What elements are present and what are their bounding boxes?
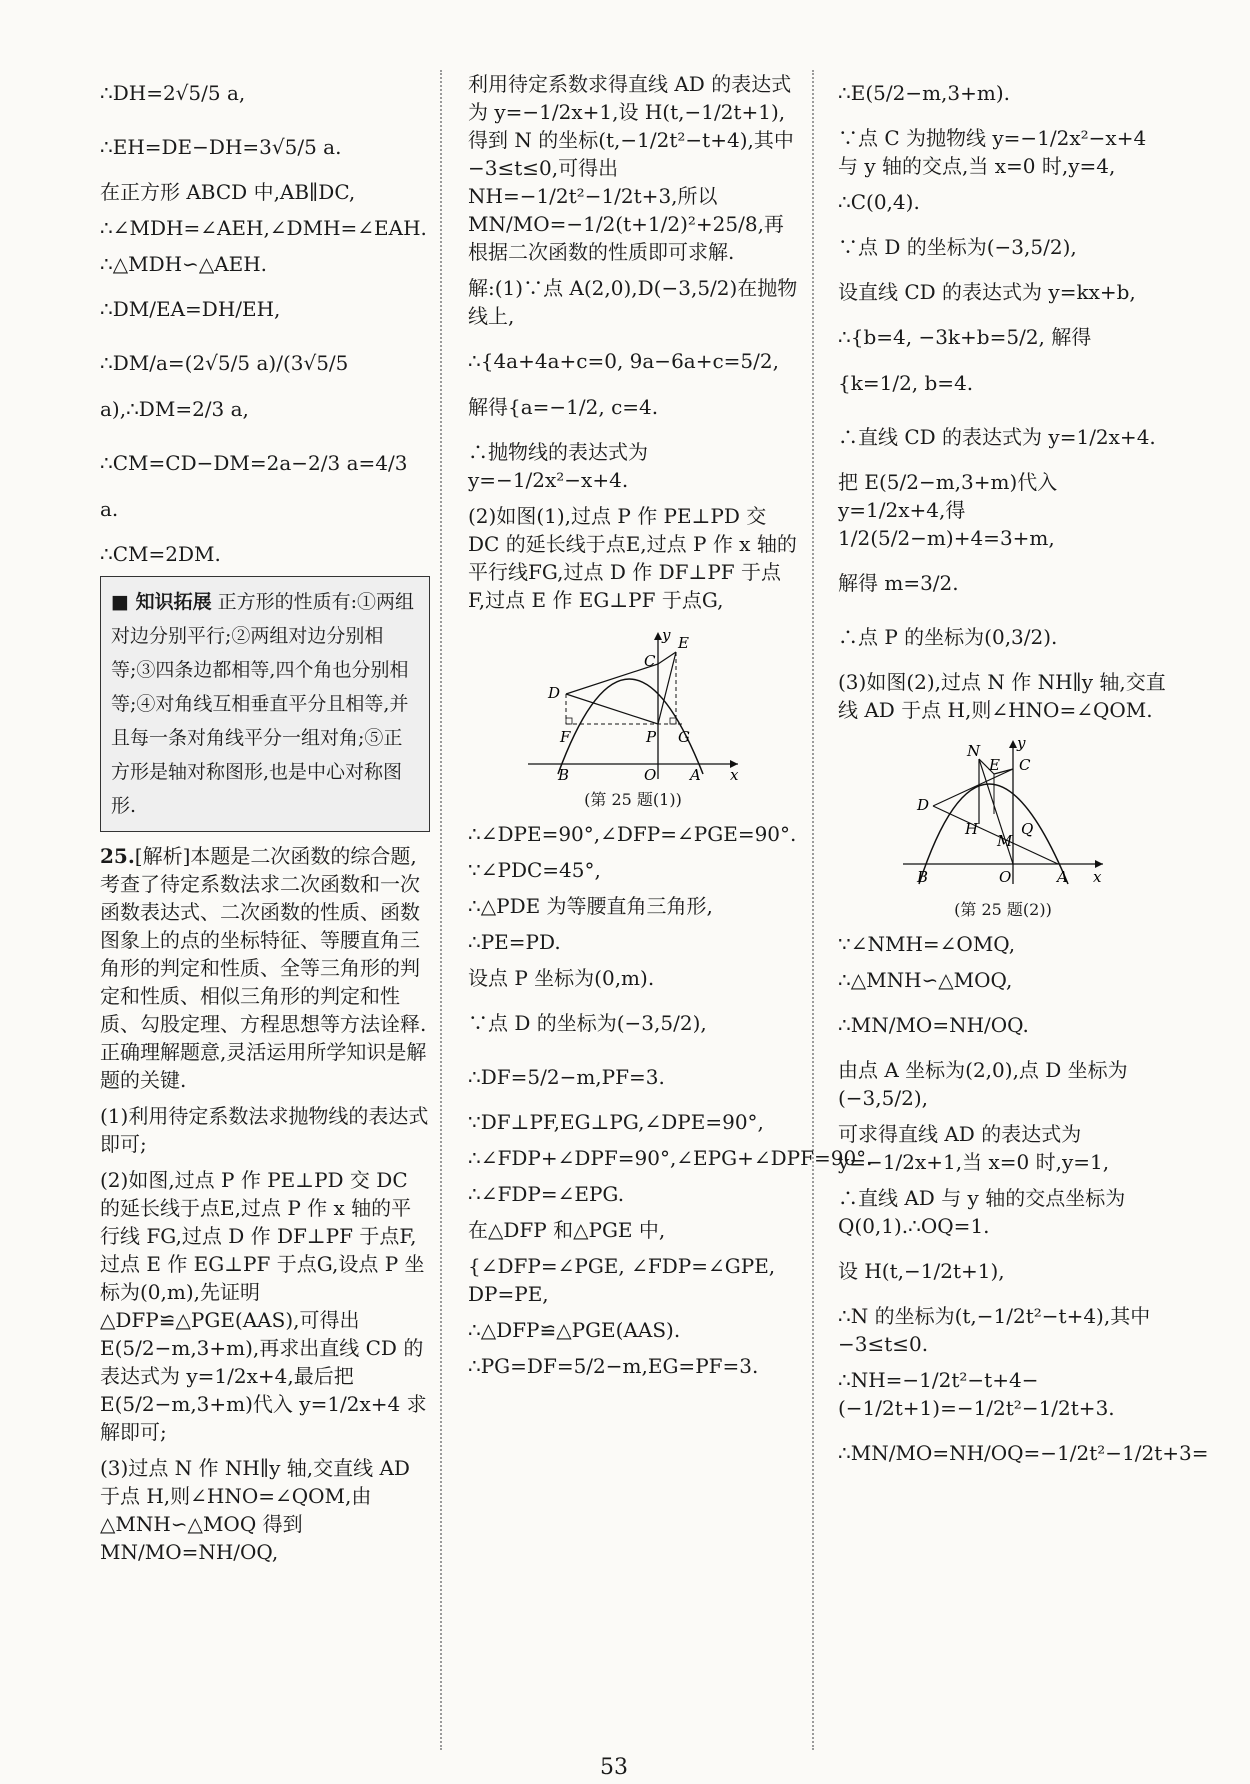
parabola-diagram-1	[518, 624, 748, 784]
text-line: ∵点 C 为抛物线 y=−1/2x²−x+4 与 y 轴的交点,当 x=0 时,y=4,	[838, 126, 1147, 178]
page-number: 53	[600, 1755, 628, 1780]
fig-label: B	[558, 766, 570, 784]
text-line: ∴CM=2DM.	[100, 542, 221, 566]
equation-system: ∴{b=4, −3k+b=5/2, 解得{k=1/2, b=4.	[838, 325, 1092, 395]
question-analysis	[100, 842, 430, 1094]
text-line: ∴点 P 的坐标为(0,3/2).	[838, 625, 1058, 649]
text-line: ∴N 的坐标为(t,−1/2t²−t+4),其中−3≤t≤0.	[838, 1304, 1151, 1356]
text-line: ∴△PDE 为等腰直角三角形,	[468, 894, 713, 918]
text-line: (2)如图(1),过点 P 作 PE⊥PD 交 DC 的延长线于点E,过点 P 作 x 轴的平行线FG,过点 D 作 DF⊥PF 于点F,过点 E 作 EG⊥PF 于点G,	[468, 504, 797, 612]
text-line: 设点 P 坐标为(0,m).	[468, 966, 655, 990]
text-line: ∴∠DPE=90°,∠DFP=∠PGE=90°.	[468, 822, 797, 846]
column-1	[100, 70, 430, 1574]
text-line: ∵点 D 的坐标为(−3,5/2),	[838, 235, 1077, 259]
fig-label: C	[1019, 756, 1031, 774]
column-separator	[812, 70, 814, 1750]
text-line: ∴DM/a=(2√5/5 a)/(3√5/5 a),∴DM=2/3 a,	[100, 351, 349, 421]
knowledge-extension-box	[100, 576, 430, 832]
fig-label: N	[967, 742, 981, 760]
analysis-text: [解析]本题是二次函数的综合题,考查了待定系数法求二次函数和一次函数表达式、二次函数的性质、函数图象上的点的坐标特征、等腰直角三角形的判定和性质、全等三角形的判定和性质、相似三角形的判定和性质、勾股定理、方程思想等方法诠释.正确理解题意,灵活运用所学知识是解题的关键.	[100, 844, 427, 1092]
text-line: ∴NH=−1/2t²−t+4−(−1/2t+1)=−1/2t²−1/2t+3.	[838, 1368, 1115, 1420]
fig-label: Q	[1021, 820, 1034, 838]
text-line: (3)如图(2),过点 N 作 NH∥y 轴,交直线 AD 于点 H,则∠HNO=∠QOM.	[838, 670, 1166, 722]
fig-label: A	[690, 766, 701, 784]
text-line: ∴△MNH∽△MOQ,	[838, 968, 1013, 992]
text-line: ∵点 D 的坐标为(−3,5/2),	[468, 1011, 707, 1035]
text-line: (2)如图,过点 P 作 PE⊥PD 交 DC 的延长线于点E,过点 P 作 x 轴的平行线 FG,过点 D 作 DF⊥PF 于点F,过点 E 作 EG⊥PF 于点G,设点 P 坐标为(0,m),先证明△DFP≌△PGE(AAS),可得出 E(5/2−m,3+m),再求出直线 CD 的表达式为 y=1/2x+4,最后把 E(5/2−m,3+m)代入 y=1/2x+4 求解即可;	[100, 1168, 427, 1444]
box-text: 正方形的性质有:①两组对边分别平行;②两组对边分别相等;③四条边都相等,四个角也分别相等;④对角线互相垂直平分且相等,并且每一条对角线平分一组对角;⑤正方形是轴对称图形,也是中心对称图形.	[111, 591, 415, 817]
text-line: ∵DF⊥PF,EG⊥PG,∠DPE=90°,	[468, 1110, 764, 1134]
text-line: ∴CM=CD−DM=2a−2/3 a=4/3 a.	[100, 451, 408, 521]
text-line: 设直线 CD 的表达式为 y=kx+b,	[838, 280, 1136, 304]
fig-label: B	[917, 868, 929, 886]
text-line: (3)过点 N 作 NH∥y 轴,交直线 AD 于点 H,则∠HNO=∠QOM,由△MNH∽△MOQ 得到 MN/MO=NH/OQ,	[100, 1456, 410, 1564]
figure-caption: (第 25 题(2))	[954, 900, 1052, 919]
text-line: ∴C(0,4).	[838, 190, 920, 214]
fig-label: M	[997, 832, 1013, 850]
text-line: 在△DFP 和△PGE 中,	[468, 1218, 666, 1242]
text-line: 解得 m=3/2.	[838, 571, 959, 595]
question-number: 25.	[100, 844, 135, 868]
text-line: ∴DM/EA=DH/EH,	[100, 297, 281, 321]
text-line: ∴PG=DF=5/2−m,EG=PF=3.	[468, 1354, 759, 1378]
text-line: ∴MN/MO=NH/OQ=−1/2t²−1/2t+3=	[838, 1441, 1209, 1465]
fig-label: H	[965, 820, 979, 838]
text-line: 由点 A 坐标为(2,0),点 D 坐标为(−3,5/2),	[838, 1058, 1128, 1110]
fig-label: F	[560, 728, 571, 746]
fig-label: E	[678, 634, 689, 652]
column-3	[838, 70, 1209, 1484]
equation-system: ∴{4a+4a+c=0, 9a−6a+c=5/2, 解得{a=−1/2, c=4.	[468, 349, 779, 419]
fig-label: x	[1093, 868, 1102, 886]
text-line: ∴DF=5/2−m,PF=3.	[468, 1065, 665, 1089]
text-line: ∴E(5/2−m,3+m).	[838, 81, 1011, 105]
fig-label: D	[548, 684, 561, 702]
text-line: ∴△MDH∽△AEH.	[100, 252, 268, 276]
fig-label: O	[644, 766, 657, 784]
text-line: {∠DFP=∠PGE, ∠FDP=∠GPE, DP=PE,	[468, 1254, 776, 1306]
figure-caption: (第 25 题(1))	[584, 790, 682, 809]
text-line: 解:(1)∵点 A(2,0),D(−3,5/2)在抛物线上,	[468, 276, 798, 328]
parabola-diagram-2	[893, 734, 1113, 894]
fig-label: y	[662, 626, 671, 644]
text-line: ∴∠MDH=∠AEH,∠DMH=∠EAH.	[100, 216, 427, 240]
text-line: ∴PE=PD.	[468, 930, 561, 954]
column-2	[468, 70, 873, 1388]
column-separator	[440, 70, 442, 1750]
fig-label: O	[999, 868, 1012, 886]
text-line: ∴DH=2√5/5 a,	[100, 81, 246, 105]
text-line: ∴直线 CD 的表达式为 y=1/2x+4.	[838, 425, 1156, 449]
text-line: (1)利用待定系数法求抛物线的表达式即可;	[100, 1104, 429, 1156]
text-line: 把 E(5/2−m,3+m)代入 y=1/2x+4,得1/2(5/2−m)+4=3+m,	[838, 470, 1058, 550]
text-line: ∵∠NMH=∠OMQ,	[838, 932, 1016, 956]
text-line: ∴∠FDP=∠EPG.	[468, 1182, 625, 1206]
fig-label: G	[678, 728, 690, 746]
box-tag: ■ 知识拓展	[111, 591, 212, 613]
text-line: ∵∠PDC=45°,	[468, 858, 601, 882]
fig-label: D	[917, 796, 930, 814]
text-line: 在正方形 ABCD 中,AB∥DC,	[100, 180, 356, 204]
figure-25-1	[468, 624, 798, 814]
text-line: ∴MN/MO=NH/OQ.	[838, 1013, 1029, 1037]
fig-label: P	[646, 728, 657, 746]
text-line: 可求得直线 AD 的表达式为 y=−1/2x+1,当 x=0 时,y=1,	[838, 1122, 1110, 1174]
fig-label: A	[1057, 868, 1068, 886]
text-line: 利用待定系数求得直线 AD 的表达式为 y=−1/2x+1,设 H(t,−1/2t+1),得到 N 的坐标(t,−1/2t²−t+4),其中−3≤t≤0,可得出 NH=−1/2t²−1/2t+3,所以 MN/MO=−1/2(t+1/2)²+25/8,再根据二次函数的性质即可求解.	[468, 72, 794, 264]
text-line: 设 H(t,−1/2t+1),	[838, 1259, 1005, 1283]
text-line: ∴EH=DE−DH=3√5/5 a.	[100, 135, 342, 159]
text-line: ∴直线 AD 与 y 轴的交点坐标为 Q(0,1).∴OQ=1.	[838, 1186, 1126, 1238]
figure-25-2	[838, 734, 1168, 924]
fig-label: y	[1017, 734, 1026, 752]
fig-label: E	[989, 756, 1000, 774]
text-line: ∴△DFP≌△PGE(AAS).	[468, 1318, 681, 1342]
fig-label: C	[644, 652, 656, 670]
text-line: ∴∠FDP+∠DPF=90°,∠EPG+∠DPF=90°.	[468, 1146, 873, 1170]
fig-label: x	[730, 766, 739, 784]
text-line: ∴抛物线的表达式为 y=−1/2x²−x+4.	[468, 440, 648, 492]
